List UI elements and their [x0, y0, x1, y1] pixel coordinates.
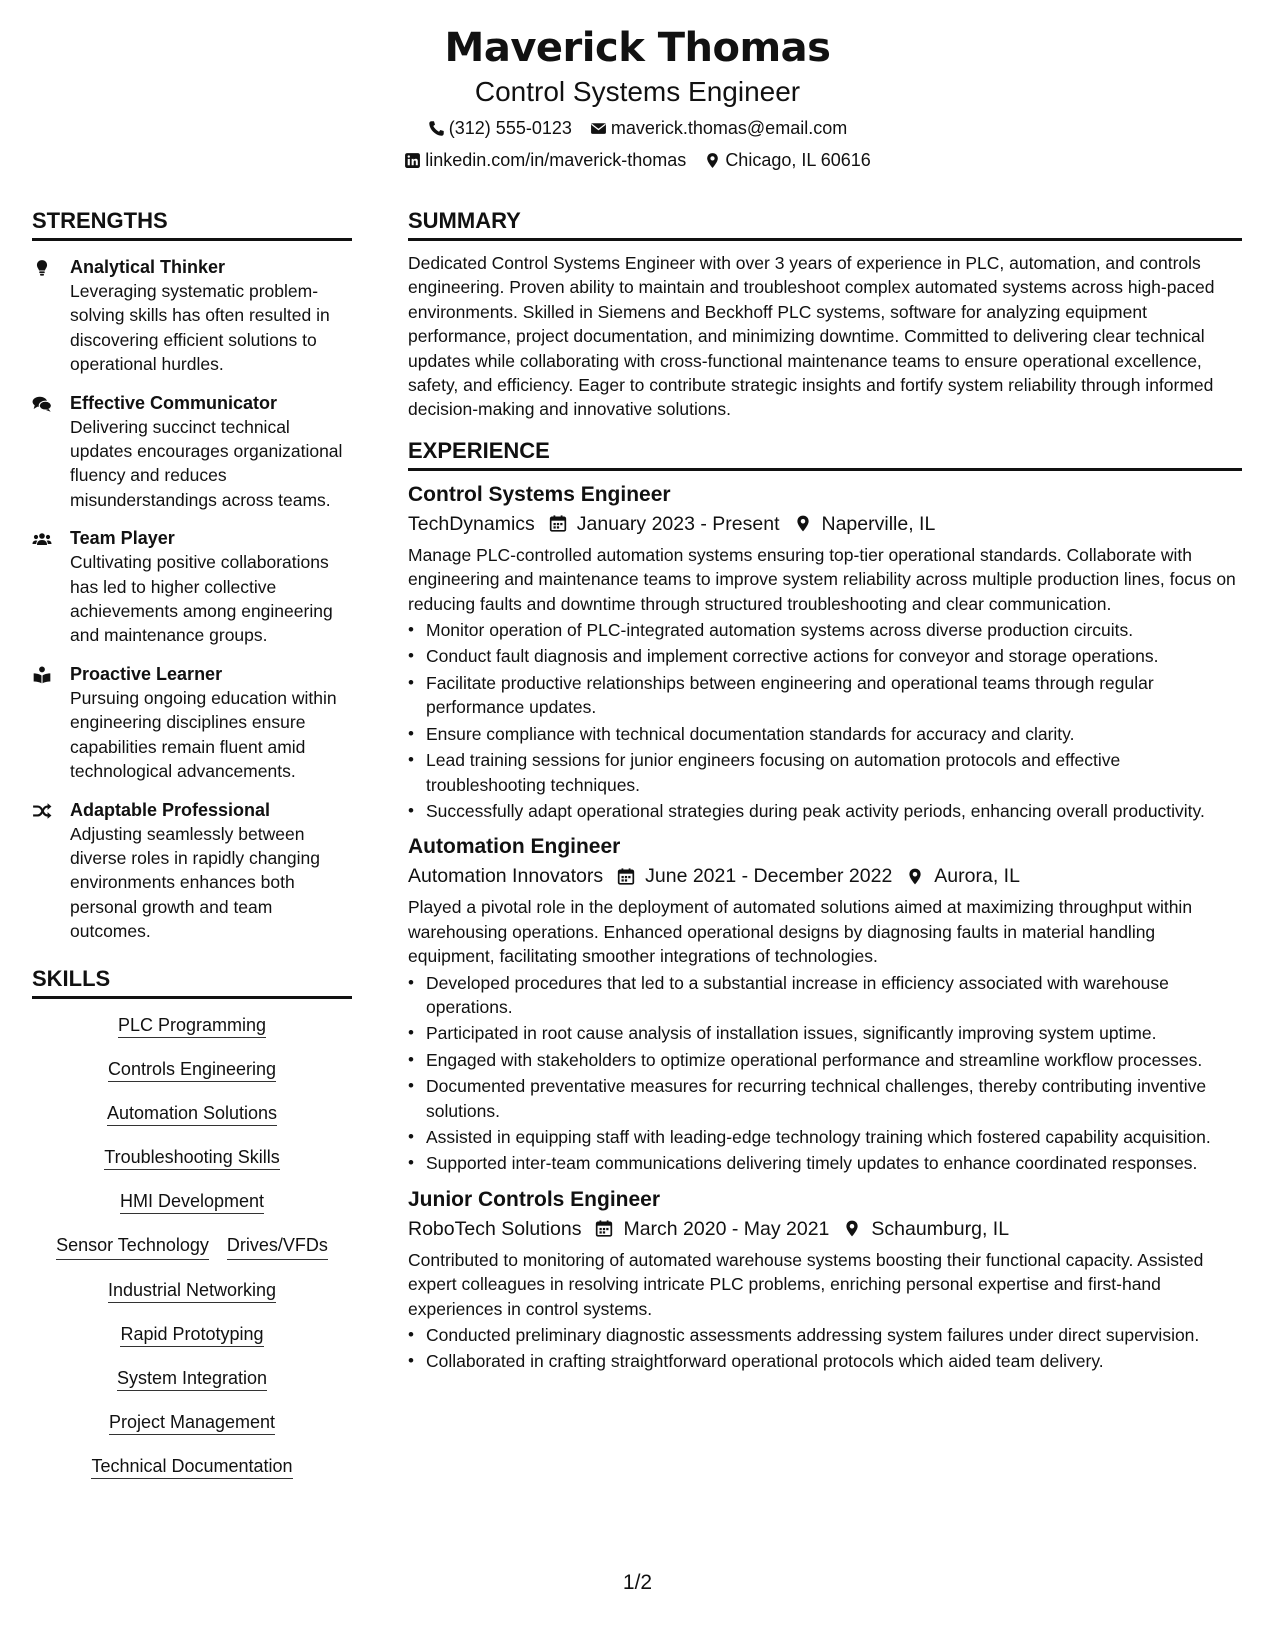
- map-pin-icon: [906, 867, 924, 886]
- comments-icon: [32, 395, 52, 413]
- strength-item: [32, 662, 352, 784]
- bullet-item: • Collaborated in crafting straightforward operational protocols which aided team delivery.: [408, 1349, 1242, 1373]
- page-number: 1/2: [622, 1571, 653, 1594]
- job-company: TechDynamics: [408, 512, 535, 535]
- job-title: Control Systems Engineer: [408, 482, 671, 506]
- skill-tag: Automation Solutions: [107, 1103, 277, 1126]
- job-title: Junior Controls Engineer: [408, 1187, 661, 1211]
- job-meta: [408, 509, 1242, 539]
- email-contact[interactable]: [590, 116, 847, 140]
- bullet-item: • Successfully adapt operational strategies during peak activity periods, enhancing overall productivity.: [408, 799, 1242, 823]
- email-text: maverick.thomas@email.com: [610, 118, 848, 138]
- right-column: [408, 208, 1242, 1376]
- candidate-title: Control Systems Engineer: [474, 76, 801, 107]
- skills-heading: SKILLS: [32, 966, 352, 999]
- bullet-item: • Facilitate productive relationships between engineering and operational teams through regular performance updates.: [408, 671, 1242, 720]
- lightbulb-icon: [32, 259, 52, 277]
- skill-row: [32, 1454, 352, 1480]
- strengths-list: [32, 255, 352, 944]
- skill-row: [32, 1366, 352, 1392]
- skill-row: [32, 1101, 352, 1127]
- bullet-item: • Developed procedures that led to a substantial increase in efficiency associated with warehouse operations.: [408, 971, 1242, 1020]
- linkedin-icon: [404, 152, 421, 169]
- job-entry: [408, 833, 1242, 1175]
- skill-tag: Troubleshooting Skills: [104, 1147, 279, 1170]
- job-location: Aurora, IL: [934, 865, 1020, 888]
- linkedin-text: linkedin.com/in/maverick-thomas: [425, 150, 687, 170]
- job-dates: June 2021 - December 2022: [645, 865, 893, 888]
- phone-text: (312) 555-0123: [448, 118, 572, 138]
- skill-tag: Project Management: [109, 1412, 275, 1435]
- job-entry: [408, 1186, 1242, 1374]
- skill-row: [32, 1013, 352, 1039]
- contact-row-2: [0, 148, 1275, 172]
- strength-desc: Cultivating positive collaborations has led to higher collective achievements among engineering and maintenance groups.: [70, 552, 333, 646]
- map-pin-icon: [794, 514, 812, 533]
- skill-tag: System Integration: [117, 1368, 267, 1391]
- skill-row: [32, 1189, 352, 1215]
- job-dates: March 2020 - May 2021: [623, 1217, 830, 1240]
- strength-title: Adaptable Professional: [70, 799, 271, 820]
- skill-tag: Industrial Networking: [108, 1280, 276, 1303]
- skill-row: [32, 1322, 352, 1348]
- calendar-icon: [595, 1219, 613, 1238]
- skill-row: [32, 1145, 352, 1171]
- strength-title: Analytical Thinker: [70, 257, 226, 277]
- bullet-item: • Conducted preliminary diagnostic assessments addressing system failures under direct supervision.: [408, 1323, 1242, 1347]
- phone-contact: [428, 116, 572, 140]
- skill-tag: Drives/VFDs: [227, 1233, 328, 1260]
- experience-heading: EXPERIENCE: [408, 438, 1242, 471]
- left-column: [32, 208, 352, 1498]
- job-dates: January 2023 - Present: [576, 512, 780, 535]
- skill-tag: PLC Programming: [118, 1015, 266, 1038]
- job-title: Automation Engineer: [408, 835, 621, 859]
- bullet-item: • Monitor operation of PLC-integrated automation systems across diverse production circuits.: [408, 618, 1242, 642]
- location-contact: [704, 148, 870, 172]
- skill-row: [32, 1278, 352, 1304]
- job-description: Played a pivotal role in the deployment of automated solutions aimed at maximizing throughput within warehousing operations. Enhanced operational designs by diagnosing faults in material handling equipment, facilitating smoother integrations of technologies.: [408, 897, 1193, 967]
- skill-tag: Technical Documentation: [91, 1456, 292, 1479]
- skill-row: [32, 1057, 352, 1083]
- job-bullets: [408, 618, 1242, 823]
- skill-tag: Controls Engineering: [108, 1059, 276, 1082]
- job-description: Manage PLC-controlled automation systems ensuring top-tier operational standards. Collaborate with engineering and maintenance teams to improve system reliability across multiple production lines, focus on reducing faults and downtime through structured troubleshooting and clear communication.: [408, 544, 1236, 614]
- bullet-item: • Conduct fault diagnosis and implement corrective actions for conveyor and storage operations.: [408, 644, 1242, 668]
- resume-header: [0, 22, 1275, 172]
- experience-section: [408, 438, 1242, 1374]
- strength-desc: Delivering succinct technical updates encourages organizational fluency and reduces misunderstandings across teams.: [70, 416, 343, 510]
- strength-desc: Pursuing ongoing education within engineering disciplines ensure capabilities remain fluent amid technological advancements.: [70, 687, 337, 782]
- job-location: Naperville, IL: [821, 512, 936, 535]
- contact-row-1: [0, 116, 1275, 140]
- job-bullets: [408, 971, 1242, 1176]
- strength-item: [32, 391, 352, 513]
- skill-tag: Sensor Technology: [56, 1233, 209, 1260]
- map-pin-icon: [843, 1219, 861, 1238]
- strength-title: Effective Communicator: [70, 392, 278, 413]
- bullet-item: • Participated in root cause analysis of installation issues, significantly improving system uptime.: [408, 1021, 1242, 1045]
- strength-desc: Adjusting seamlessly between diverse roles in rapidly changing environments enhances both personal growth and team outcomes.: [70, 823, 320, 942]
- bullet-item: • Supported inter-team communications delivering timely updates to enhance coordinated responses.: [408, 1151, 1242, 1175]
- calendar-icon: [549, 514, 567, 533]
- calendar-icon: [617, 867, 635, 886]
- job-company: Automation Innovators: [408, 865, 604, 888]
- strength-desc: Leveraging systematic problem-solving skills has often resulted in discovering efficient solutions to operational hurdles.: [70, 281, 330, 375]
- linkedin-contact[interactable]: [404, 148, 686, 172]
- map-pin-icon: [704, 152, 721, 169]
- bullet-item: • Documented preventative measures for recurring technical challenges, thereby contributing inventive solutions.: [408, 1074, 1242, 1123]
- job-company: RoboTech Solutions: [408, 1217, 582, 1240]
- bullet-item: • Assisted in equipping staff with leading-edge technology training which fostered capability acquisition.: [408, 1125, 1242, 1149]
- skill-tag: Rapid Prototyping: [120, 1324, 263, 1347]
- skill-row: [32, 1410, 352, 1436]
- book-reader-icon: [32, 666, 52, 684]
- job-location: Schaumburg, IL: [871, 1217, 1010, 1240]
- strength-title: Proactive Learner: [70, 663, 223, 684]
- bullet-item: • Engaged with stakeholders to optimize operational performance and streamline workflow processes.: [408, 1048, 1242, 1072]
- summary-text: Dedicated Control Systems Engineer with over 3 years of experience in PLC, automation, and controls engineering. Proven ability to maintain and troubleshoot complex automated systems across high-paced environments. Skilled in Siemens and Beckhoff PLC systems, software for analyzing equipment performance, project documentation, and minimizing downtime. Committed to delivering clear technical updates while collaborating with cross-functional maintenance teams to ensure operational excellence, safety, and efficiency. Eager to contribute strategic insights and fortify system reliability through informed decision-making and innovative solutions.: [408, 253, 1215, 420]
- job-description: Contributed to monitoring of automated warehouse systems boosting their functional capacity. Assisted expert colleagues in resolving intricate PLC problems, enriching personal expertise and first-hand experiences in control systems.: [408, 1249, 1204, 1319]
- strength-title: Team Player: [70, 528, 175, 549]
- job-entry: [408, 481, 1242, 823]
- candidate-name: Maverick Thomas: [444, 25, 831, 71]
- job-bullets: [408, 1323, 1242, 1374]
- envelope-icon: [590, 120, 607, 137]
- phone-icon: [428, 120, 445, 137]
- strength-item: [32, 255, 352, 377]
- bullet-item: • Lead training sessions for junior engineers focusing on automation protocols and effective troubleshooting techniques.: [408, 748, 1242, 797]
- location-text: Chicago, IL 60616: [725, 150, 871, 170]
- skill-tag: HMI Development: [120, 1191, 264, 1214]
- bullet-item: • Ensure compliance with technical documentation standards for accuracy and clarity.: [408, 722, 1242, 746]
- users-icon: [32, 530, 52, 548]
- job-meta: [408, 1214, 1242, 1244]
- strength-item: [32, 526, 352, 648]
- strengths-heading: STRENGTHS: [32, 208, 352, 241]
- job-meta: [408, 861, 1242, 891]
- strength-item: [32, 798, 352, 944]
- skills-section: [32, 966, 352, 1498]
- summary-heading: SUMMARY: [408, 208, 1242, 241]
- skills-list: [32, 1013, 352, 1498]
- shuffle-icon: [32, 802, 52, 820]
